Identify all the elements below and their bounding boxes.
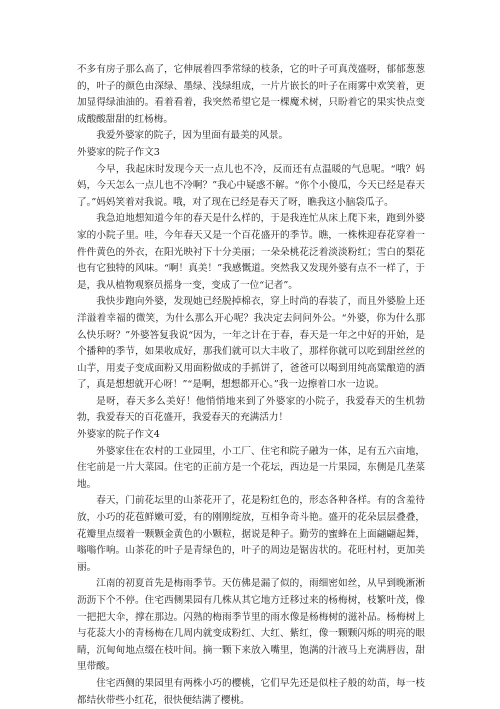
document-page bbox=[77, 62, 425, 709]
paragraph: 不多有房子那么高了，它伸展着四季常绿的枝条，它的叶子可真茂盛呀，郁郁葱葱的，叶子的颜色由深绿、墨绿、浅绿组成，一片片嵌长的叶子在雨雾中欢笑着，更加显得绿油油的。看着看着，我突然希望它是一棵魔术树，只盼着它的果实快点变成酸酸甜甜的红杨梅。 bbox=[77, 64, 425, 125]
section-heading: 外婆家的院子作文3 bbox=[77, 146, 160, 158]
paragraph: 今早，我起床时发现今天一点儿也不冷，反而还有点温暖的气息呢。“哦？妈妈，今天怎么一点儿也不冷啊？”我心中疑惑不解。“你个小傻瓜，今天已经是春天了。”妈妈笑着对我说。哦，对了现在已经是春天了呀，瞧我这小脑袋瓜子。 bbox=[77, 163, 425, 208]
paragraph: 江南的初夏首先是梅雨季节。天仿佛是漏了似的，雨细密如丝，从早到晚淅淅沥沥下个不停。住宅西侧果园有几株从其它地方迁移过来的杨梅树，枝繁叶茂，像一把把大伞，撑在那边。闪熟的梅雨季节里的雨水像是杨梅树的滋补品。杨梅树上与花蕊大小的青杨梅在几周内就变成粉红、大红、紫红，像一颗颗闪烁的明亮的眼睛，沉甸甸地点缀在枝叶间。摘一颗下来放入嘴里，饱满的汁液马上充满唇齿，甜里带酸。 bbox=[77, 578, 425, 673]
paragraph: 我急迫地想知道今年的春天是什么样的，于是我连忙从床上爬下来，跑到外婆家的小院子里。哇，今年春天又是一个百花盛开的季节。瞧，一株株迎春花穿着一件件黄色的外衣，在阳光映衬下十分美丽；一朵朵桃花泛着淡淡粉红；雪白的梨花也有它独特的风味。“啊！真美！”我感慨道。突然我又发现外婆有点不一样了，于是，我从植物观察员摇身一变，变成了一位“记者”。 bbox=[77, 213, 425, 291]
section-heading: 外婆家的院子作文4 bbox=[77, 429, 160, 441]
paragraph: 我爱外婆家的院子，因为里面有最美的风景。 bbox=[96, 130, 289, 142]
paragraph: 春天，门前花坛里的山茶花开了，花是粉红色的，形态各种各样。有的含羞待放，小巧的花苞鲜嫩可爱，有的刚刚绽放，互相争奇斗艳。盛开的花朵层层叠叠，花瓣里点缀着一颗颗金黄色的小颗粒，据说是种子。勤劳的蜜蜂在上面翩翩起舞，嗡嗡作响。山茶花的叶子是青绿色的，叶子的周边是锯齿状的。花旺村村，更加美丽。 bbox=[77, 495, 425, 573]
paragraph: 我快步跑向外婆，发现她已经脱掉棉衣，穿上时尚的春装了，而且外婆脸上还洋溢着幸福的微笑，为什么那么开心呢？我决定去问问外公。“外婆，你为什么那么快乐呀？”外婆答复我说“因为，一年之计在于春，春天是一年之中好的开始，是个播种的季节，如果收成好，那我们就可以大丰收了，那样你就可以吃到甜丝丝的山芋，用麦子变成面粉又用面粉做成的手抓饼了，爸爸可以喝到用纯高粱酿造的酒了，真是想想就开心呀！”“是啊，想想都开心。”我一边擦着口水一边说。 bbox=[77, 296, 425, 391]
paragraph: 外婆家住在农村的工业园里，小工厂、住宅和院子融为一体，足有五六亩地，住宅前是一片大菜园。住宅的正前方是一个花坛，西边是一片果园，东侧是几垄菜地。 bbox=[77, 445, 425, 490]
paragraph: 住宅西侧的果园里有两株小巧的樱桃，它们早先还是似柱子般的幼苗，每一枝都结伙带些小红花，很快便结满了樱桃。 bbox=[77, 677, 425, 706]
paragraph: 是呀，春天多么美好！他悄悄地来到了外婆家的小院子，我爱春天的生机勃勃，我爱春天的百花盛开，我爱春天的充满活力！ bbox=[77, 395, 425, 424]
